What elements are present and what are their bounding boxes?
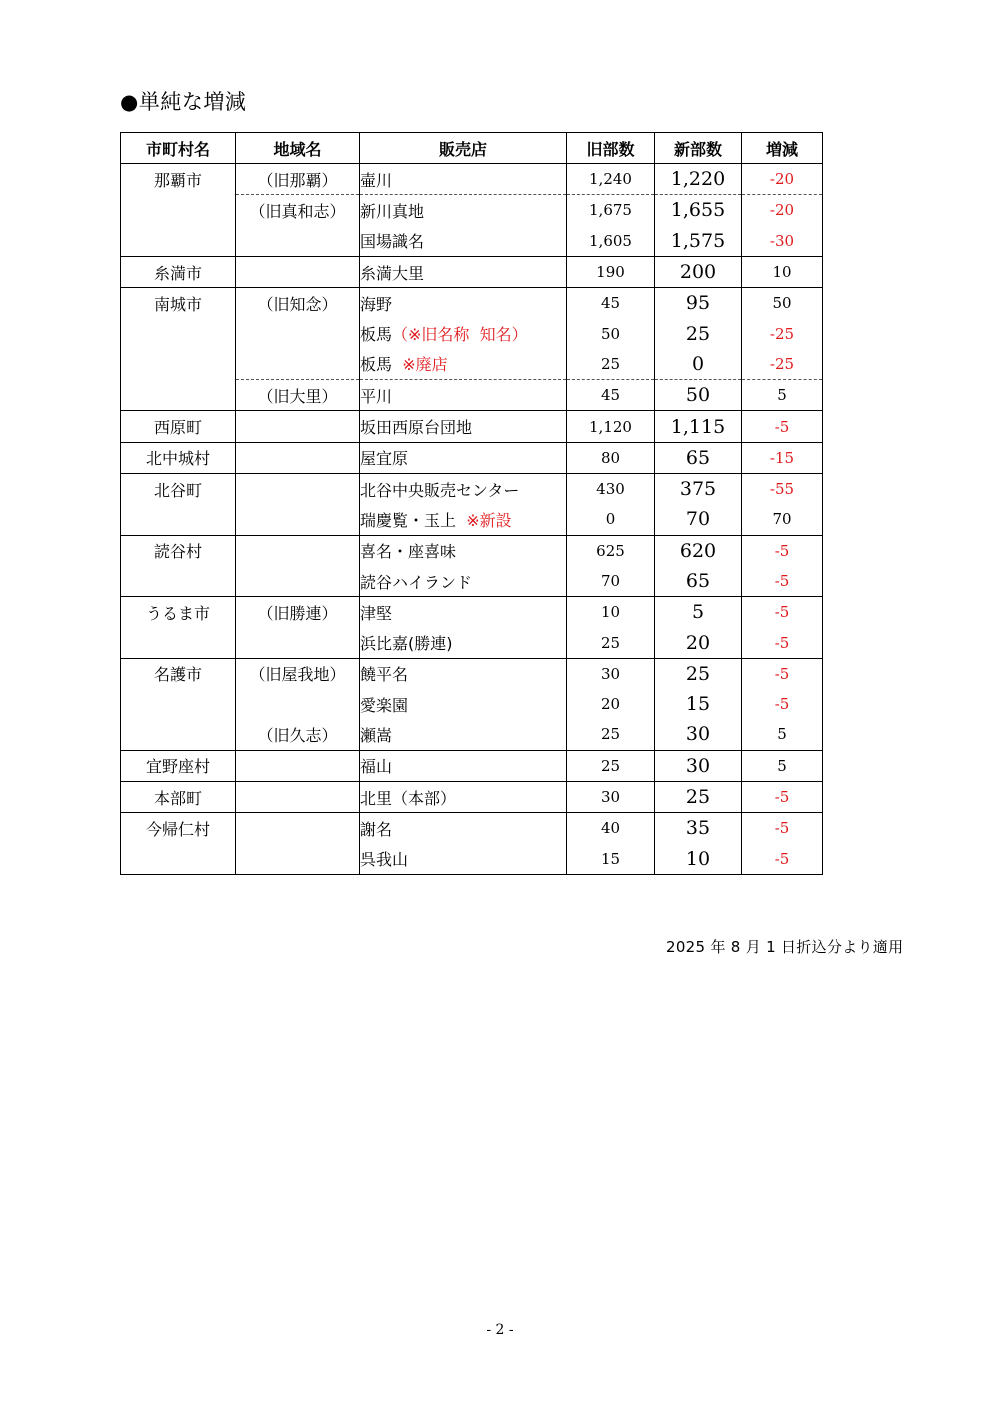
change-cell: -5 xyxy=(742,844,823,875)
area-cell xyxy=(236,689,360,719)
area-cell: （旧知念） xyxy=(236,288,360,319)
store-cell xyxy=(360,689,567,719)
header-store: 販売店 xyxy=(360,133,567,164)
old-count-cell: 25 xyxy=(567,349,655,380)
old-count-cell: 70 xyxy=(567,566,655,597)
area-cell xyxy=(236,442,360,473)
new-count-cell: 95 xyxy=(655,288,742,319)
store-cell xyxy=(360,226,567,257)
change-cell: -20 xyxy=(742,195,823,226)
store-name: 瑞慶覧・玉上 xyxy=(360,510,457,530)
table-row xyxy=(121,288,823,319)
new-count-cell: 5 xyxy=(655,597,742,628)
new-count-cell: 15 xyxy=(655,689,742,719)
table-row xyxy=(121,535,823,566)
area-cell xyxy=(236,473,360,504)
municipality-cell: 読谷村 xyxy=(121,535,236,566)
old-count-cell: 50 xyxy=(567,318,655,348)
store-cell xyxy=(360,597,567,628)
store-note: ※廃店 xyxy=(392,355,448,375)
municipality-cell xyxy=(121,380,236,411)
change-cell: -5 xyxy=(742,535,823,566)
area-cell: （旧勝連） xyxy=(236,597,360,628)
table-row xyxy=(121,813,823,844)
old-count-cell: 25 xyxy=(567,627,655,658)
change-cell: -5 xyxy=(742,781,823,812)
table-row xyxy=(121,226,823,257)
area-cell: （旧屋我地） xyxy=(236,658,360,689)
store-cell xyxy=(360,349,567,380)
municipality-cell: 北谷町 xyxy=(121,473,236,504)
municipality-cell xyxy=(121,349,236,380)
old-count-cell: 1,240 xyxy=(567,164,655,195)
new-count-cell: 25 xyxy=(655,318,742,348)
municipality-cell xyxy=(121,566,236,597)
new-count-cell: 10 xyxy=(655,844,742,875)
store-name: 喜名・座喜味 xyxy=(360,542,457,562)
change-cell: -5 xyxy=(742,813,823,844)
table-row xyxy=(121,750,823,781)
change-cell: -5 xyxy=(742,658,823,689)
table-row xyxy=(121,504,823,535)
municipality-cell: 南城市 xyxy=(121,288,236,319)
change-cell: -5 xyxy=(742,411,823,442)
change-cell: 5 xyxy=(742,380,823,411)
municipality-cell: 北中城村 xyxy=(121,442,236,473)
new-count-cell: 70 xyxy=(655,504,742,535)
table-row xyxy=(121,442,823,473)
new-count-cell: 65 xyxy=(655,566,742,597)
change-cell: -30 xyxy=(742,226,823,257)
change-cell: -5 xyxy=(742,597,823,628)
old-count-cell: 30 xyxy=(567,658,655,689)
municipality-cell xyxy=(121,195,236,226)
table-row xyxy=(121,566,823,597)
table-row xyxy=(121,411,823,442)
table-row xyxy=(121,781,823,812)
change-cell: -5 xyxy=(742,566,823,597)
old-count-cell: 45 xyxy=(567,380,655,411)
table-row xyxy=(121,256,823,287)
old-count-cell: 30 xyxy=(567,781,655,812)
store-cell xyxy=(360,627,567,658)
table-row xyxy=(121,658,823,689)
area-cell xyxy=(236,535,360,566)
store-cell xyxy=(360,781,567,812)
store-name: 饒平名 xyxy=(360,665,409,685)
change-cell: -25 xyxy=(742,318,823,348)
store-name: 北里（本部） xyxy=(360,788,457,808)
store-cell xyxy=(360,535,567,566)
old-count-cell: 1,120 xyxy=(567,411,655,442)
area-cell xyxy=(236,781,360,812)
store-name: 瀬嵩 xyxy=(360,725,393,745)
old-count-cell: 190 xyxy=(567,256,655,287)
store-cell xyxy=(360,256,567,287)
store-cell xyxy=(360,750,567,781)
change-cell: 10 xyxy=(742,256,823,287)
change-cell: -5 xyxy=(742,627,823,658)
page-number: - 2 - xyxy=(486,1322,514,1338)
store-note: （※旧名称 知名） xyxy=(392,325,528,345)
store-name: 北谷中央販売センター xyxy=(360,480,520,500)
old-count-cell: 40 xyxy=(567,813,655,844)
area-cell xyxy=(236,256,360,287)
municipality-cell: 西原町 xyxy=(121,411,236,442)
store-cell xyxy=(360,719,567,750)
new-count-cell: 0 xyxy=(655,349,742,380)
municipality-cell xyxy=(121,318,236,348)
effective-date-note: 2025 年 8 月 1 日折込分より適用 xyxy=(666,938,904,956)
municipality-cell: 本部町 xyxy=(121,781,236,812)
table-row xyxy=(121,164,823,195)
old-count-cell: 430 xyxy=(567,473,655,504)
store-cell xyxy=(360,195,567,226)
old-count-cell: 625 xyxy=(567,535,655,566)
store-name: 国場識名 xyxy=(360,232,425,252)
store-name: 海野 xyxy=(360,294,393,314)
municipality-cell xyxy=(121,627,236,658)
municipality-cell xyxy=(121,226,236,257)
sales-change-table xyxy=(120,132,823,875)
municipality-cell xyxy=(121,719,236,750)
table-row xyxy=(121,349,823,380)
new-count-cell: 50 xyxy=(655,380,742,411)
new-count-cell: 30 xyxy=(655,719,742,750)
old-count-cell: 0 xyxy=(567,504,655,535)
store-cell xyxy=(360,813,567,844)
store-cell xyxy=(360,566,567,597)
header-area: 地域名 xyxy=(236,133,360,164)
store-name: 板馬 xyxy=(360,325,393,345)
store-cell xyxy=(360,288,567,319)
area-cell xyxy=(236,813,360,844)
new-count-cell: 25 xyxy=(655,658,742,689)
municipality-cell xyxy=(121,844,236,875)
area-cell: （旧久志） xyxy=(236,719,360,750)
store-name: 読谷ハイランド xyxy=(360,572,473,592)
new-count-cell: 1,575 xyxy=(655,226,742,257)
municipality-cell: 宜野座村 xyxy=(121,750,236,781)
old-count-cell: 45 xyxy=(567,288,655,319)
store-cell xyxy=(360,504,567,535)
store-note: ※新設 xyxy=(456,510,512,530)
new-count-cell: 200 xyxy=(655,256,742,287)
store-cell xyxy=(360,844,567,875)
store-name: 壷川 xyxy=(360,170,393,190)
area-cell: （旧那覇） xyxy=(236,164,360,195)
table-row xyxy=(121,689,823,719)
table-row xyxy=(121,380,823,411)
new-count-cell: 20 xyxy=(655,627,742,658)
header-old-count: 旧部数 xyxy=(567,133,655,164)
store-name: 板馬 xyxy=(360,355,393,375)
area-cell xyxy=(236,226,360,257)
store-cell xyxy=(360,380,567,411)
table-row xyxy=(121,844,823,875)
municipality-cell: うるま市 xyxy=(121,597,236,628)
table-row xyxy=(121,318,823,348)
store-name: 愛楽園 xyxy=(360,695,409,715)
old-count-cell: 25 xyxy=(567,750,655,781)
section-heading: ●単純な増減 xyxy=(120,90,247,114)
change-cell: 5 xyxy=(742,750,823,781)
change-cell: 50 xyxy=(742,288,823,319)
municipality-cell xyxy=(121,504,236,535)
municipality-cell: 那覇市 xyxy=(121,164,236,195)
old-count-cell: 10 xyxy=(567,597,655,628)
old-count-cell: 15 xyxy=(567,844,655,875)
old-count-cell: 25 xyxy=(567,719,655,750)
table-header-row xyxy=(121,133,823,164)
change-cell: 5 xyxy=(742,719,823,750)
new-count-cell: 375 xyxy=(655,473,742,504)
store-name: 坂田西原台団地 xyxy=(360,418,473,438)
old-count-cell: 20 xyxy=(567,689,655,719)
municipality-cell: 名護市 xyxy=(121,658,236,689)
area-cell xyxy=(236,411,360,442)
store-name: 呉我山 xyxy=(360,850,409,870)
store-cell xyxy=(360,411,567,442)
change-cell: -20 xyxy=(742,164,823,195)
store-cell xyxy=(360,164,567,195)
area-cell xyxy=(236,750,360,781)
store-name: 屋宜原 xyxy=(360,449,409,469)
new-count-cell: 1,115 xyxy=(655,411,742,442)
store-name: 謝名 xyxy=(360,819,393,839)
area-cell xyxy=(236,504,360,535)
new-count-cell: 25 xyxy=(655,781,742,812)
area-cell xyxy=(236,844,360,875)
new-count-cell: 65 xyxy=(655,442,742,473)
store-name: 新川真地 xyxy=(360,201,425,221)
table-row xyxy=(121,195,823,226)
table-row xyxy=(121,627,823,658)
store-name: 津堅 xyxy=(360,603,393,623)
store-cell xyxy=(360,658,567,689)
store-cell xyxy=(360,473,567,504)
store-name: 平川 xyxy=(360,386,393,406)
municipality-cell: 糸満市 xyxy=(121,256,236,287)
new-count-cell: 1,220 xyxy=(655,164,742,195)
header-municipality: 市町村名 xyxy=(121,133,236,164)
new-count-cell: 30 xyxy=(655,750,742,781)
change-cell: -5 xyxy=(742,689,823,719)
table-row xyxy=(121,597,823,628)
area-cell xyxy=(236,349,360,380)
new-count-cell: 620 xyxy=(655,535,742,566)
store-name: 福山 xyxy=(360,757,393,777)
store-cell xyxy=(360,318,567,348)
store-name: 糸満大里 xyxy=(360,263,425,283)
change-cell: -55 xyxy=(742,473,823,504)
change-cell: 70 xyxy=(742,504,823,535)
table-body xyxy=(121,164,823,875)
area-cell: （旧大里） xyxy=(236,380,360,411)
municipality-cell xyxy=(121,689,236,719)
area-cell xyxy=(236,627,360,658)
area-cell: （旧真和志） xyxy=(236,195,360,226)
old-count-cell: 80 xyxy=(567,442,655,473)
new-count-cell: 35 xyxy=(655,813,742,844)
table-row xyxy=(121,473,823,504)
header-change: 増減 xyxy=(742,133,823,164)
municipality-cell: 今帰仁村 xyxy=(121,813,236,844)
table-row xyxy=(121,719,823,750)
old-count-cell: 1,675 xyxy=(567,195,655,226)
area-cell xyxy=(236,566,360,597)
new-count-cell: 1,655 xyxy=(655,195,742,226)
header-new-count: 新部数 xyxy=(655,133,742,164)
change-cell: -15 xyxy=(742,442,823,473)
store-cell xyxy=(360,442,567,473)
old-count-cell: 1,605 xyxy=(567,226,655,257)
store-name: 浜比嘉(勝連) xyxy=(360,634,453,654)
area-cell xyxy=(236,318,360,348)
change-cell: -25 xyxy=(742,349,823,380)
